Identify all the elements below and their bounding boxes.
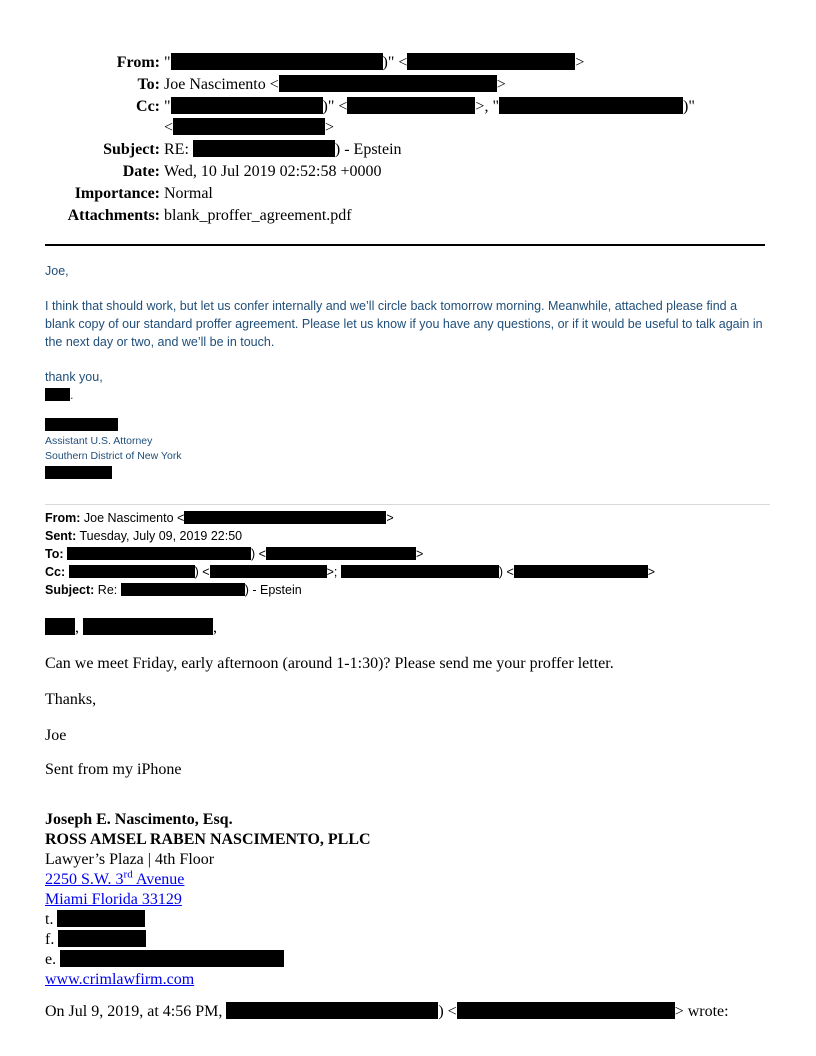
signature-title: Assistant U.S. Attorney: [45, 435, 153, 447]
subject-prefix: RE:: [164, 141, 189, 158]
redaction: [171, 97, 323, 114]
email-label: e.: [45, 951, 57, 968]
redaction: [45, 388, 70, 401]
city-link[interactable]: Miami Florida 33129: [45, 891, 182, 908]
signature-phone: [45, 910, 785, 930]
redaction: [184, 511, 386, 524]
to-name: Joe Nascimento <: [164, 76, 279, 93]
signature-name: Joseph E. Nascimento, Esq.: [45, 811, 233, 828]
redaction: [58, 930, 146, 947]
redaction: [514, 565, 648, 578]
original-message-body: [45, 618, 785, 1022]
subject-label: Subject:: [103, 141, 160, 158]
reply-greeting: Joe,: [45, 264, 69, 278]
cc-value: " )" < >, " )" < >: [164, 98, 695, 136]
signature-fax: [45, 930, 785, 950]
message-name: Joe: [45, 727, 67, 744]
attachments-label: Attachments:: [67, 207, 160, 224]
redaction: [407, 53, 575, 70]
email-header: [40, 52, 764, 227]
header-from-row: [40, 52, 764, 73]
street-pre: 2250 S.W. 3: [45, 871, 124, 888]
redaction: [83, 618, 213, 635]
reply-body: Joe, I think that should work, but let us confer internally and we’ll circle back tomorrow morning. Meanwhile, attached please find a blank copy of our standard proffer agreement. Please let us know if you have any questions, or if it would be useful to talk again in the next day or two, and we’ll be in touch. thank you, . Assistant U.S. Attorney Southern District of New York: [45, 262, 770, 482]
salutation: , ,: [45, 618, 785, 638]
fwd-subject-suffix: ) - Epstein: [244, 583, 302, 597]
fwd-cc-label: Cc:: [45, 565, 66, 579]
fwd-to-label: To:: [45, 547, 64, 561]
reply-paragraph: I think that should work, but let us confer internally and we’ll circle back tomorrow morning. Meanwhile, attached please find a blank copy of our standard proffer agreement. Please let us know if you have any questions, or if it would be useful to talk again in the next day or two, and we’ll be in touch.: [45, 299, 763, 349]
importance-value: Normal: [164, 185, 213, 202]
redaction: [121, 583, 245, 596]
street-post: Avenue: [132, 871, 185, 888]
fwd-sent-label: Sent:: [45, 529, 77, 543]
signature-office: Southern District of New York: [45, 450, 182, 462]
redaction: [193, 140, 335, 157]
date-label: Date:: [122, 163, 160, 180]
from-label: From:: [116, 54, 160, 71]
signature-email: [45, 950, 785, 970]
fwd-from-value: Joe Nascimento <: [83, 511, 185, 525]
fwd-sent-value: Tuesday, July 09, 2019 22:50: [79, 529, 243, 543]
header-importance-row: [40, 183, 764, 204]
subject-suffix: ) - Epstein: [334, 141, 402, 158]
redaction: [341, 565, 499, 578]
fwd-sent-row: [45, 527, 655, 545]
fwd-from-row: From: Joe Nascimento < >: [45, 511, 394, 525]
attachment-filename[interactable]: blank_proffer_agreement.pdf: [164, 207, 352, 224]
cc-label: Cc:: [136, 98, 160, 115]
redaction: [45, 618, 75, 635]
header-divider: [45, 244, 765, 246]
signature-address: Lawyer’s Plaza | 4th Floor: [45, 851, 215, 868]
redaction: [279, 75, 497, 92]
redaction: [69, 565, 195, 578]
message-thanks: Thanks,: [45, 691, 97, 708]
fax-label: f.: [45, 931, 55, 948]
fwd-subject-label: Subject:: [45, 583, 95, 597]
message-question: Can we meet Friday, early afternoon (around 1-1:30)? Please send me your proffer letter.: [45, 655, 614, 672]
sent-from: Sent from my iPhone: [45, 761, 182, 778]
importance-label: Importance:: [74, 185, 160, 202]
redaction: [171, 53, 383, 70]
redaction: [57, 910, 145, 927]
redaction: [173, 118, 325, 135]
subject-value: [164, 139, 764, 160]
fwd-cc-row: Cc: ) < >; ) < >: [45, 565, 656, 579]
redaction: [499, 97, 683, 114]
to-value: Joe Nascimento < >: [164, 76, 506, 93]
phone-label: t.: [45, 911, 54, 928]
redaction: [226, 1002, 438, 1019]
website-link[interactable]: www.crimlawfirm.com: [45, 971, 195, 988]
redaction: [45, 466, 112, 479]
redaction: [347, 97, 475, 114]
date-value: Wed, 10 Jul 2019 02:52:58 +0000: [164, 163, 382, 180]
fwd-from-label: From:: [45, 511, 81, 525]
quote-intro: On Jul 9, 2019, at 4:56 PM, ) < > wrote:: [45, 1003, 729, 1020]
street-address-link[interactable]: [45, 868, 185, 888]
signature-firm: ROSS AMSEL RABEN NASCIMENTO, PLLC: [45, 831, 371, 848]
fwd-subject-prefix: Re:: [97, 583, 118, 597]
redaction: [266, 547, 416, 560]
header-attachments-row: [40, 205, 764, 226]
header-to-row: [40, 74, 764, 95]
header-subject-row: [40, 139, 764, 160]
fwd-to-row: To: ) < >: [45, 547, 424, 561]
fwd-subject-row: [45, 581, 655, 599]
reply-closing: thank you,: [45, 370, 103, 384]
to-label: To:: [137, 76, 160, 93]
redaction: [67, 547, 251, 560]
redaction: [210, 565, 327, 578]
header-date-row: [40, 161, 764, 182]
redaction: [45, 418, 118, 431]
from-value: " )" < >: [164, 54, 585, 71]
redaction: [60, 950, 284, 967]
street-sup: rd: [123, 868, 133, 881]
forwarded-header: [45, 509, 655, 599]
quote-prefix: On Jul 9, 2019, at 4:56 PM,: [45, 1003, 223, 1020]
header-cc-row: [40, 96, 764, 138]
quote-suffix: > wrote:: [674, 1003, 729, 1020]
message-divider: [45, 504, 770, 505]
redaction: [457, 1002, 675, 1019]
